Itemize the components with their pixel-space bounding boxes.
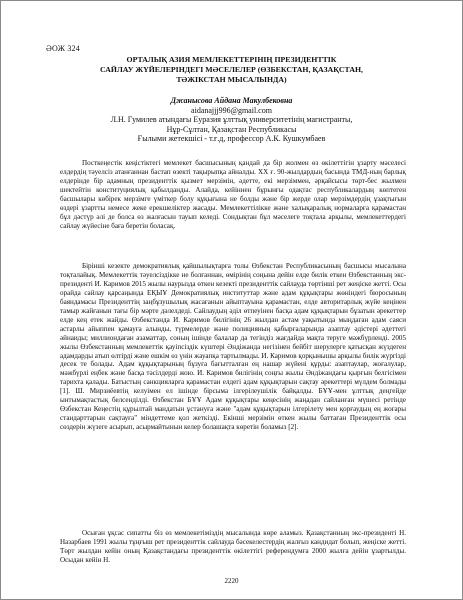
title-line: ОРТАЛЫҚ АЗИЯ МЕМЛЕКЕТТЕРІНІҢ ПРЕЗИДЕНТТІК — [126, 55, 337, 64]
article-title — [41, 55, 422, 85]
body-paragraph: Посткеңестік кеңістіктегі мемлекет басшысының қандай да бір жолмен өз өкілеттігін ұзарту мәселесі елдердің тәуелсіз атанғаннан бастап өзекті тақырыпқа айналды. ХХ ғ. 90-жылдардың басында ТМД-ның барлық елдерінде бір адамның президенттік қызмет мерзімін, әдетте, екі мерзіммен, әрқайсысы төрт-бес жылмен шектейтін конституциялық қабылданды. Алайда, кейіннен бұрынғы одақтас республикалардың көптеген басшылары көбірек мерзімге үміткер болу құқығына не болды және бір жерде олар мерзімдердің ұзақтығын өздері ұзартты немесе жеке ерекшеліктер жасады. Мемлекеттілікке және халықаралық нормаларға қарамастан бұл дәстүр әлі де болса өз жалғасын тауып келеді. Сондықтан бұл мәселеге тоқтала арқылы, мемлекеттердегі сайлау жүйесіне баға беретін боласақ. — [60, 159, 406, 230]
page-number: 2220 — [224, 577, 239, 585]
author-email: aidanajjj996@gmail.com — [191, 105, 272, 115]
author-block — [41, 96, 422, 144]
author-location: Нұр-Сұлтан, Қазақстан Республикасы — [166, 124, 297, 134]
author-affiliation: Л.Н. Гумилев атындағы Еуразия ұлттық университетінің магистранты, — [110, 115, 353, 125]
udc-code: ӘОЖ 324 — [46, 44, 80, 53]
body-paragraph: Бірінші кезекте демократиялық қайшылықтарға толы Өзбекстан Республикасының басшысы мысалына тоқталайық. Мемлекеттік тәуелсіздікке не болғаннан, өмірінің соңына дейін елде билік еткен Өзбекстанның экс-президенті И. Каримов 2015 жылы наурызда өткен кезекті президенттік сайлауда төртінші рет жеңіске жетті. Осы орайда сайлау қарсаңында ЕҚЫҰ Демократиялық институттар және адам құқықтары жөніндегі бюросының баяндамасы Президенттің заңбұзушылық жасағанын айыптауына қарамастан, елде авторитарлық жүйе кеңінен тамыр жайғанын тағы бір мәрте дәлелдеді. Сайлаудың әділ өтпеуінен басқа адам құқықтарын бұзатын әрекеттер елде кең етек жайды. Өзбекстанда И. Каримов билігінің 26 жылдан астам уақытында мыңдаған адам саяси астарлы айыппен қамауға алынды, түрмелерде және полицияның қабырғаларында азаптау әдістері әдеттегі әйнаиды; миллиондаған азаматтар, соның ішінде балалар да тегіндіз жағдайда мақта теруге мәжбүрленді. 2005 жылы Өзбекстанның мемлекеттік қауіпсіздік күштері Әндіжанда негізінен бейбіт шерулерге қатысқан жүздеген адамдарды атып өлтірді және ешкім өз үнін жауапқа тартылмады. И. Каримов қорқынышы арқылы билік жүргізді десек те болады. Адам құқықтарының бұзуға бағытталған ең нашар жүйені құрды: азаптаулар, жоғалулар, мәжбүрлі еңбек және басқа тәсілдерді жою. И. Каримов билігінің соңғы жылы Әндіжандағы қырғын белгісімен тарихта қалады. Батыстың санкцияларға қарамастан елдегі адам құқықтарын сақтау әрекеттері мүлдем болмады [1]. Ш. Мирзиёевтің келуімен ел ішінде бірсыма ілгерілеушілік байқалды. БҰҰ-мен ұлттық деңгейде ынтымақтастық белсенділді. Өзбекстан БҰҰ Адам құқықтары кеңесінің жаңадан сайланған мүшесі ретінде Өзбекстан Кеңестің құрылтай мандатын ұстануға және "адам құқықтарын ілгерілету мен қорғаудың ең жоғары стандарттарын сақтауға" міндеттеме қол жеткізді. Екінші мерзімін өткен жылы баттаған Президенттік осы сөздерін жүзеге асырып, асырмайтынын келер болашақта көретін боламыз [2]. — [60, 262, 406, 432]
author-supervisor: Ғылыми жетекшісі - т.ғ.д, профессор А.К. Кушкумбаев — [137, 134, 326, 144]
author-name: Джанысова Айдана Макулбековна — [170, 96, 293, 105]
title-line: ТӘЖІКСТАН МЫСАЛЫНДА) — [176, 75, 287, 84]
title-line: САЙЛАУ ЖҮЙЕЛЕРІНДЕГІ МӘСЕЛЕЛЕР (ӨЗБЕКСТАН, ҚАЗАҚСТАН, — [100, 65, 363, 74]
body-paragraph: Осыған ұқсас сипатты біз өз мемлекетіміздің мысалында көре аламыз. Қазақстанның экс-президенті Н. Назарбаев 1991 жылы тұңғыш рет президенттік сайлауда бәсекелестердің жалғыз кандидат болып, жеңіске жетті. Төрт жылдан кейін оның Қазақстандағы президенттік өкілеттігі референдумға 2000 жылға дейін ұзартылды. Осыдан кейін Н. — [60, 529, 406, 564]
